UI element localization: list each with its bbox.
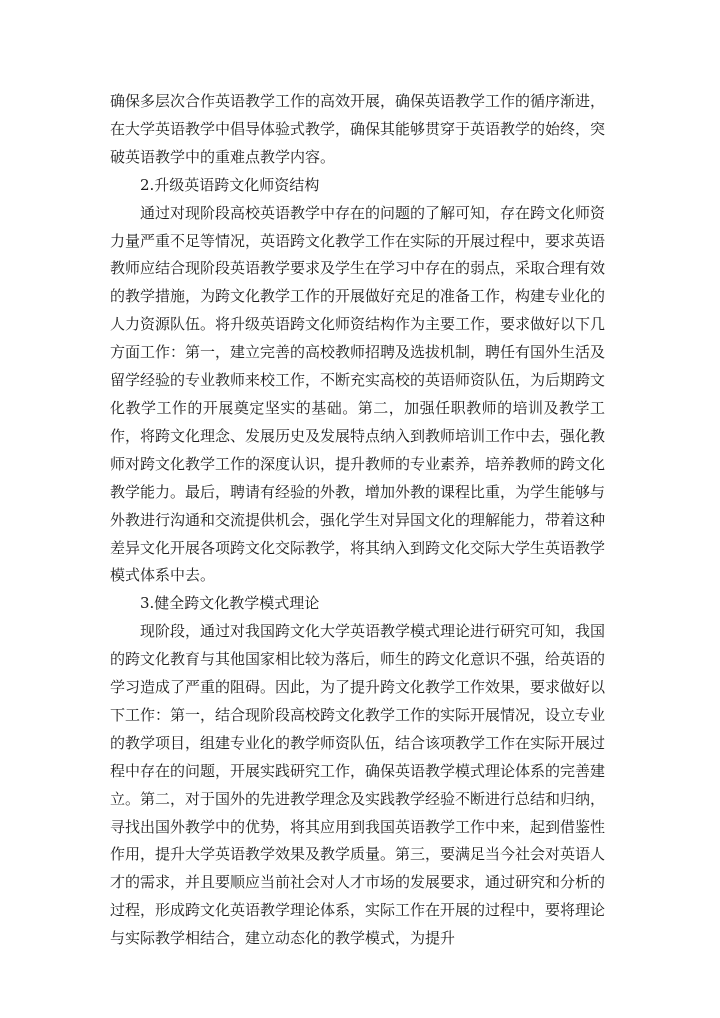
paragraph-teacher-structure: 通过对现阶段高校英语教学中存在的问题的了解可知，存在跨文化师资力量严重不足等情况，英语跨文化教学工作在实际的开展过程中，要求英语教师应结合现阶段英语教学要求及学生在学习中存在的弱点，采取合理有效的教学措施，为跨文化教学工作的开展做好充足的准备工作，构建专业化的人力资源队伍。将升级英语跨文化师资结构作为主要工作，要求做好以下几方面工作：第一，建立完善的高校教师招聘及选拔机制，聘任有国外生活及留学经验的专业教师来校工作，不断充实高校的英语师资队伍，为后期跨文化教学工作的开展奠定坚实的基础。第二，加强任职教师的培训及教学工作，将跨文化理念、发展历史及发展特点纳入到教师培训工作中去，强化教师对跨文化教学工作的深度认识，提升教师的专业素养，培养教师的跨文化教学能力。最后，聘请有经验的外教，增加外教的课程比重，为学生能够与外教进行沟通和交流提供机会，强化学生对异国文化的理解能力，带着这种差异文化开展各项跨文化交际教学，将其纳入到跨文化交际大学生英语教学模式体系中去。 bbox=[110, 203, 606, 585]
document-body bbox=[110, 88, 605, 953]
section-heading-teacher-structure: 2.升级英语跨文化师资结构 bbox=[140, 175, 320, 194]
paragraph-teaching-model-theory: 现阶段，通过对我国跨文化大学英语教学模式理论进行研究可知，我国的跨文化教育与其他国家相比较为落后，师生的跨文化意识不强，给英语的学习造成了严重的阻碍。因此，为了提升跨文化教学工作效果，要求做好以下工作：第一，结合现阶段高校跨文化教学工作的实际开展情况，设立专业的教学项目，组建专业化的教学师资队伍，结合该项教学工作在实际开展过程中存在的问题，开展实践研究工作，确保英语教学模式理论体系的完善建立。第二，对于国外的先进教学理念及实践教学经验不断进行总结和归纳，寻找出国外教学中的优势，将其应用到我国英语教学工作中来，起到借鉴性作用，提升大学英语教学效果及教学质量。第三，要满足当今社会对英语人才的需求，并且要顺应当前社会对人才市场的发展要求，通过研究和分析的过程，形成跨文化英语教学理论体系，实际工作在开展的过程中，要将理论与实际教学相结合，建立动态化的教学模式，为提升 bbox=[110, 622, 606, 948]
paragraph-continued: 确保多层次合作英语教学工作的高效开展，确保英语教学工作的循序渐进，在大学英语教学中倡导体验式教学，确保其能够贯穿于英语教学的始终，突破英语教学中的重难点教学内容。 bbox=[110, 92, 606, 166]
section-heading-teaching-model-theory: 3.健全跨文化教学模式理论 bbox=[140, 594, 320, 613]
